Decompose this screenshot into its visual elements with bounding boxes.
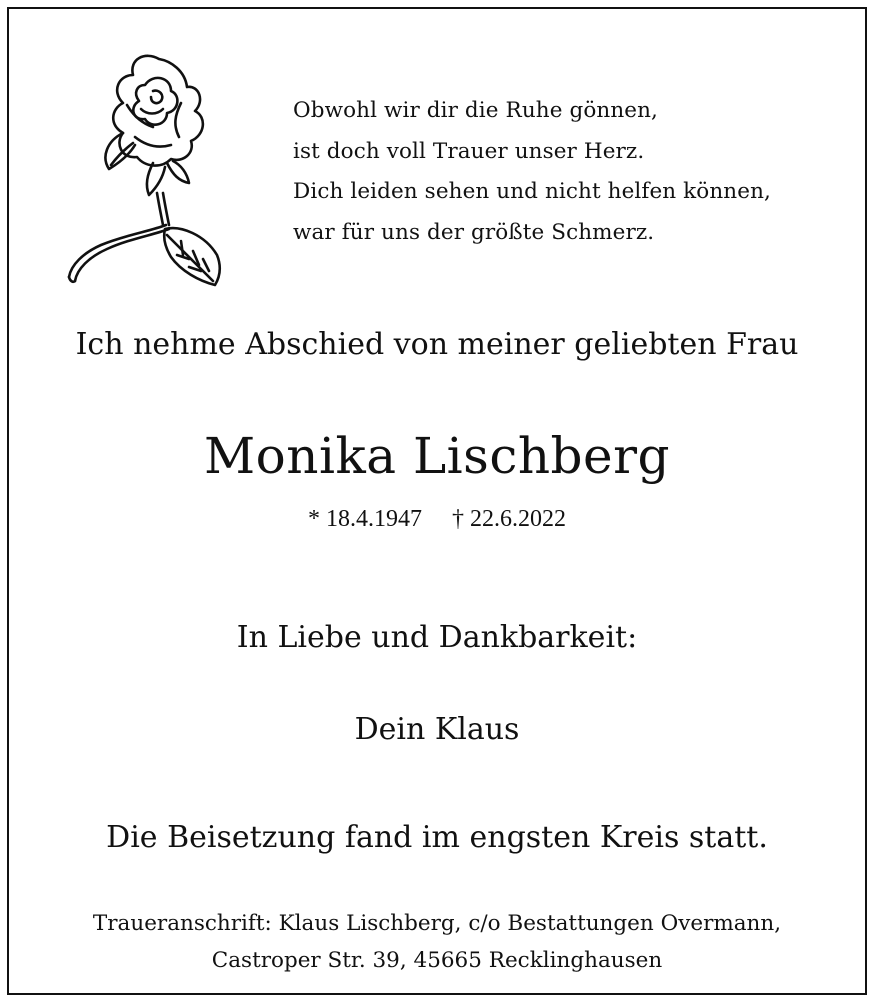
- rose-icon: [49, 45, 229, 305]
- thanks-line: In Liebe und Dankbarkeit:: [236, 620, 638, 655]
- address-line: Traueranschrift: Klaus Lischberg, c/o Bestattungen Overmann,: [92, 911, 782, 936]
- poem: [293, 91, 771, 253]
- poem-line: Dich leiden sehen und nicht helfen können,: [293, 179, 771, 204]
- funeral-notice: Die Beisetzung fand im engsten Kreis statt.: [106, 820, 768, 855]
- deceased-name: Monika Lischberg: [203, 427, 671, 485]
- poem-line: Obwohl wir dir die Ruhe gönnen,: [293, 98, 658, 123]
- death-date: † 22.6.2022: [452, 506, 566, 532]
- address-line: Castroper Str. 39, 45665 Recklinghausen: [211, 948, 663, 973]
- poem-line: war für uns der größte Schmerz.: [293, 219, 655, 245]
- mourning-address: [9, 905, 865, 979]
- obituary-frame: [7, 7, 867, 995]
- life-dates: [9, 506, 865, 533]
- signer: Dein Klaus: [354, 712, 520, 747]
- poem-line: ist doch voll Trauer unser Herz.: [293, 138, 645, 164]
- birth-date: * 18.4.1947: [308, 506, 422, 532]
- farewell-intro: Ich nehme Abschied von meiner geliebten Frau: [75, 327, 799, 362]
